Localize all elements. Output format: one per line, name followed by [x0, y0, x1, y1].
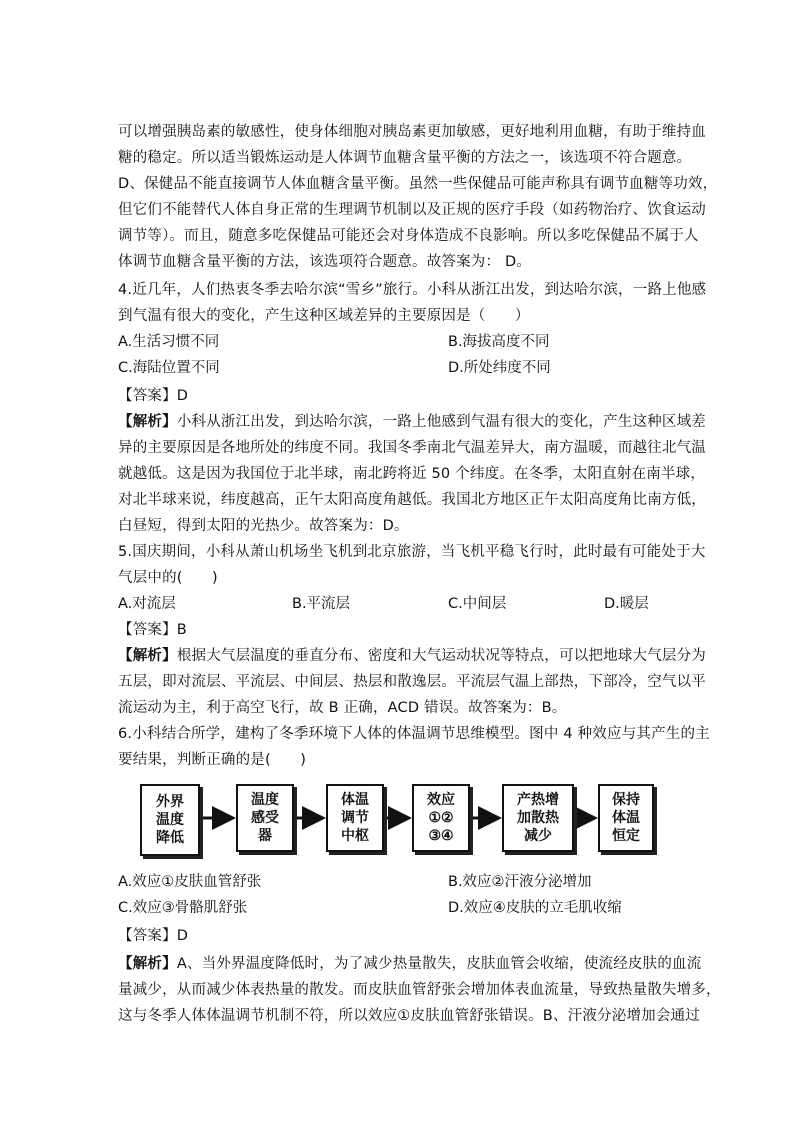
question-4-option-c: C.海陆位置不同	[118, 360, 220, 376]
box-body-temperature-constant: 保持 体温 恒定	[598, 784, 654, 852]
question-4-option-d: D.所处纬度不同	[448, 360, 551, 376]
question-4-option-a: A.生活习惯不同	[118, 334, 220, 350]
question-5-option-c: C.中间层	[448, 596, 507, 612]
question-5-stem: 5.国庆期间，小科从萧山机场坐飞机到北京旅游，当飞机平稳飞行时，此时最有可能处于大	[118, 544, 706, 560]
box-effects-1-4: 效应 ①② ③④	[412, 784, 470, 852]
text-line: 体调节血糖含量平衡的方法，该选项符合题意。故答案为： D。	[118, 254, 532, 270]
question-4-answer: 【答案】D	[118, 388, 189, 404]
question-6-option-a: A.效应①皮肤血管舒张	[118, 874, 262, 890]
question-5-stem: 气层中的( )	[118, 570, 218, 586]
text-line: 糖的稳定。所以适当锻炼运动是人体调节血糖含量平衡的方法之一，该选项不符合题意。	[118, 150, 692, 166]
question-4-explanation: 异的主要原因是各地所处的纬度不同。我国冬季南北气温差异大，南方温暖，而越往北气温	[118, 440, 706, 456]
text-line: 可以增强胰岛素的敏感性，使身体细胞对胰岛素更加敏感，更好地利用血糖，有助于维持血	[118, 124, 706, 140]
box-external-temperature-drop: 外界 温度 降低	[140, 784, 200, 856]
question-6-option-d: D.效应④皮肤的立毛肌收缩	[448, 900, 622, 916]
question-6-explanation: 这与冬季人体体温调节机制不符，所以效应①皮肤血管舒张错误。B、汗液分泌增加会通过	[118, 1008, 700, 1024]
question-6-answer: 【答案】D	[118, 928, 189, 944]
question-5-option-b: B.平流层	[292, 596, 351, 612]
box-heat-production-increase: 产热增 加散热 减少	[502, 784, 574, 852]
question-6-stem: 要结果，判断正确的是( )	[118, 752, 307, 768]
question-6-explanation	[118, 954, 701, 974]
question-5-answer: 【答案】B	[118, 622, 187, 638]
question-6-explanation: 量减少，从而减少体表热量的散发。而皮肤血管舒张会增加体表血流量，导致热量散失增多，	[118, 982, 721, 998]
question-5-option-d: D.暖层	[604, 596, 649, 612]
question-4-stem: 到气温有很大的变化，产生这种区域差异的主要原因是（ ）	[118, 308, 530, 324]
question-4-explanation: 对北半球来说，纬度越高，正午太阳高度角越低。我国北方地区正午太阳高度角比南方低，	[118, 492, 706, 508]
box-temperature-receptor: 温度 感受 器	[236, 784, 294, 852]
question-4-option-b: B.海拔高度不同	[448, 334, 550, 350]
question-5-explanation: 流运动为主，利于高空飞行，故 B 正确，ACD 错误。故答案为：B。	[118, 700, 567, 716]
explanation-text: 小科从浙江出发，到达哈尔滨，一路上他感到气温有很大的变化，产生这种区域差	[176, 414, 707, 430]
question-6-stem: 6.小科结合所学，建构了冬季环境下人体的体温调节思维模型。图中 4 种效应与其产生的主	[118, 726, 710, 742]
question-4-stem: 4.近几年，人们热衷冬季去哈尔滨“雪乡”旅行。小科从浙江出发，到达哈尔滨，一路上他感	[118, 282, 707, 298]
explanation-text: A、当外界温度降低时，为了减少热量散失，皮肤血管会收缩，使流经皮肤的血流	[176, 956, 702, 972]
question-4-explanation: 白昼短，得到太阳的光热少。故答案为：D。	[118, 518, 409, 534]
question-5-explanation: 五层，即对流层、平流层、中间层、热层和散逸层。平流层气温上部热，下部冷，空气以平	[118, 674, 706, 690]
text-line: D、保健品不能直接调节人体血糖含量平衡。虽然一些保健品可能声称具有调节血糖等功效，	[118, 176, 718, 192]
question-6-option-b: B.效应②汗液分泌增加	[448, 874, 592, 890]
explanation-label: 【解析】	[118, 648, 177, 664]
explanation-label: 【解析】	[118, 414, 177, 430]
explanation-text: 根据大气层温度的垂直分布、密度和大气运动状况等特点，可以把地球大气层分为	[176, 648, 707, 664]
question-6-option-c: C.效应③骨骼肌舒张	[118, 900, 248, 916]
box-thermoregulation-center: 体温 调节 中枢	[326, 784, 384, 852]
question-5-option-a: A.对流层	[118, 596, 176, 612]
text-line: 调节等）。而且，随意多吃保健品可能还会对身体造成不良影响。所以多吃保健品不属于人	[118, 228, 699, 244]
text-line: 但它们不能替代人体自身正常的生理调节机制以及正规的医疗手段（如药物治疗、饮食运动	[118, 202, 706, 218]
explanation-label: 【解析】	[118, 956, 177, 972]
question-4-explanation: 就越低。这是因为我国位于北半球，南北跨将近 50 个纬度。在冬季，太阳直射在南半球，	[118, 466, 706, 482]
